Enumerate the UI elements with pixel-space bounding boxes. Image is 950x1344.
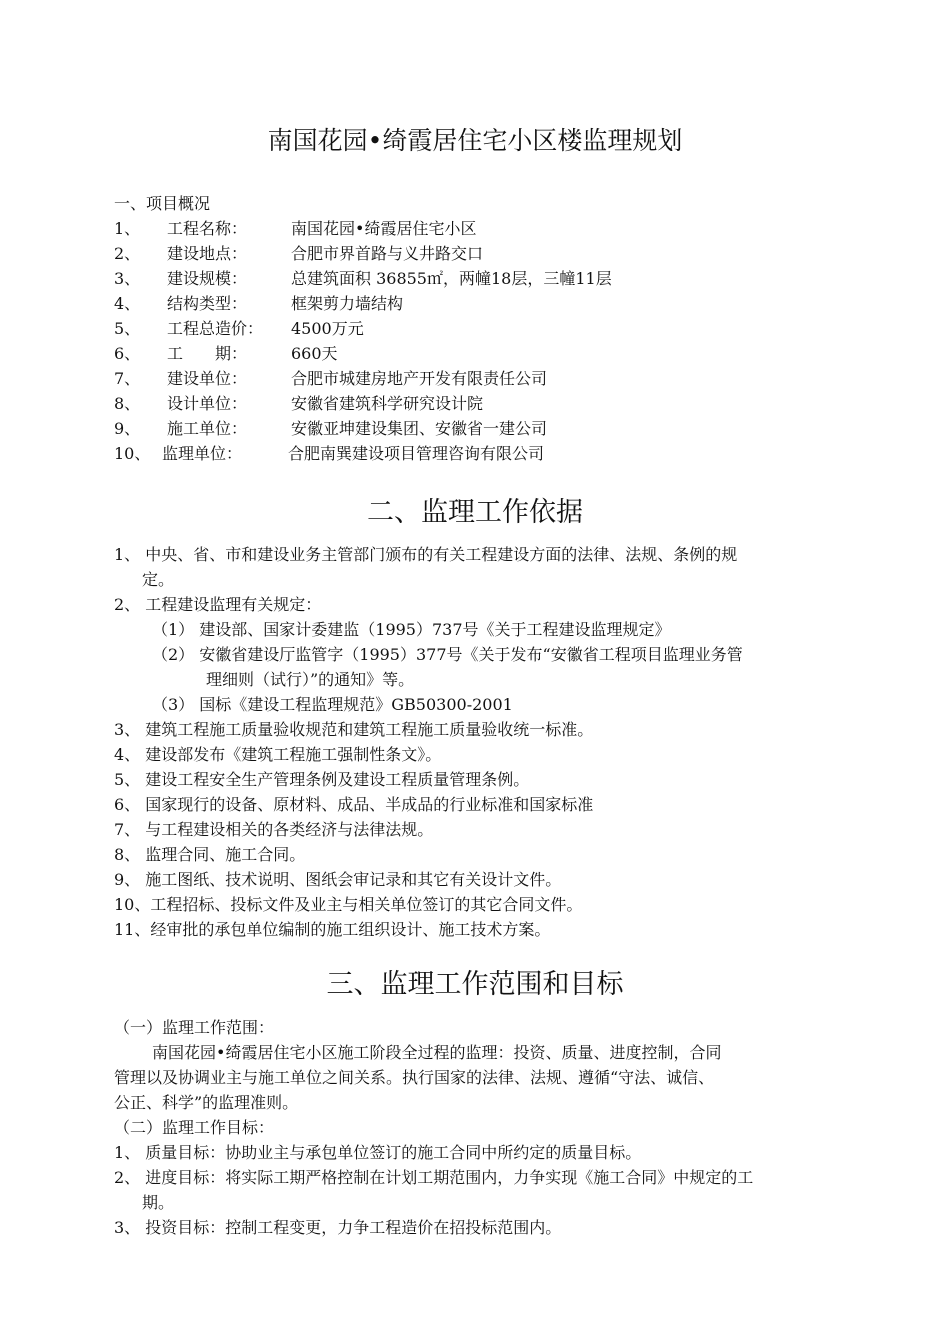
section-1-heading: 一、项目概况: [114, 194, 211, 213]
item-label: 结构类型：: [167, 294, 248, 313]
goal-item: 2、 进度目标：将实际工期严格控制在计划工期范围内，力争实现《施工合同》中规定的工: [114, 1168, 754, 1187]
item-number: 7、: [114, 369, 141, 388]
basis-item: 5、 建设工程安全生产管理条例及建设工程质量管理条例。: [114, 770, 530, 789]
section-2-heading: 二、监理工作依据: [367, 497, 583, 528]
item-label: 工程名称：: [167, 219, 248, 238]
item-value: 合肥市城建房地产开发有限责任公司: [291, 369, 548, 388]
item-label: 建设地点：: [167, 244, 248, 263]
basis-item-continuation: 定。: [142, 570, 175, 589]
scope-paragraph-line: 南国花园•绮霞居住宅小区施工阶段全过程的监理：投资、质量、进度控制，合同: [152, 1043, 722, 1062]
item-number: 4、: [114, 294, 141, 313]
item-label: 监理单位：: [162, 444, 243, 463]
section-3-heading: 三、监理工作范围和目标: [326, 969, 624, 1000]
basis-sub-item: （1） 建设部、国家计委建监（1995）737号《关于工程建设监理规定》: [152, 620, 671, 639]
goals-subheading: （二）监理工作目标：: [114, 1118, 275, 1137]
goal-item-continuation: 期。: [142, 1193, 175, 1212]
basis-item: 8、 监理合同、施工合同。: [114, 845, 306, 864]
item-value: 合肥市界首路与义井路交口: [291, 244, 484, 263]
basis-item: 4、 建设部发布《建筑工程施工强制性条文》。: [114, 745, 442, 764]
item-number: 2、: [114, 244, 141, 263]
basis-item: 7、 与工程建设相关的各类经济与法律法规。: [114, 820, 434, 839]
basis-item: 2、 工程建设监理有关规定：: [114, 595, 322, 614]
goal-item: 1、 质量目标：协助业主与承包单位签订的施工合同中所约定的质量目标。: [114, 1143, 642, 1162]
basis-sub-item: （2） 安徽省建设厅监管字（1995）377号《关于发布“安徽省工程项目监理业务管: [152, 645, 743, 664]
basis-sub-item-continuation: 理细则（试行）”的通知》等。: [206, 670, 415, 689]
item-label: 建设单位：: [167, 369, 248, 388]
item-number: 5、: [114, 319, 141, 338]
item-value: 安徽省建筑科学研究设计院: [291, 394, 484, 413]
item-number: 1、: [114, 219, 141, 238]
item-label: 建设规模：: [167, 269, 248, 288]
item-label: 工程总造价：: [167, 319, 264, 338]
item-value: 框架剪力墙结构: [291, 294, 404, 313]
basis-item: 11、经审批的承包单位编制的施工组织设计、施工技术方案。: [114, 920, 551, 939]
item-value: 总建筑面积 36855㎡，两幢18层，三幢11层: [291, 269, 612, 288]
item-value: 合肥南巽建设项目管理咨询有限公司: [288, 444, 545, 463]
document-title: 南国花园•绮霞居住宅小区楼监理规划: [267, 126, 683, 155]
item-value: 660天: [291, 344, 338, 363]
basis-item: 10、工程招标、投标文件及业主与相关单位签订的其它合同文件。: [114, 895, 583, 914]
scope-subheading: （一）监理工作范围：: [114, 1018, 275, 1037]
goal-item: 3、 投资目标：控制工程变更，力争工程造价在招投标范围内。: [114, 1218, 562, 1237]
basis-item: 1、 中央、省、市和建设业务主管部门颁布的有关工程建设方面的法律、法规、条例的规: [114, 545, 738, 564]
item-label: 工 期：: [167, 344, 248, 363]
item-value: 安徽亚坤建设集团、安徽省一建公司: [291, 419, 548, 438]
item-value: 南国花园•绮霞居住宅小区: [291, 219, 477, 238]
item-number: 3、: [114, 269, 141, 288]
item-label: 设计单位：: [167, 394, 248, 413]
scope-paragraph-line: 管理以及协调业主与施工单位之间关系。执行国家的法律、法规、遵循“守法、诚信、: [114, 1068, 715, 1087]
item-value: 4500万元: [291, 319, 364, 338]
item-label: 施工单位：: [167, 419, 248, 438]
item-number: 6、: [114, 344, 141, 363]
item-number: 8、: [114, 394, 141, 413]
basis-item: 6、 国家现行的设备、原材料、成品、半成品的行业标准和国家标准: [114, 795, 594, 814]
scope-paragraph-line: 公正、科学”的监理准则。: [114, 1093, 299, 1112]
basis-item: 3、 建筑工程施工质量验收规范和建筑工程施工质量验收统一标准。: [114, 720, 594, 739]
item-number: 10、: [114, 444, 151, 463]
basis-item: 9、 施工图纸、技术说明、图纸会审记录和其它有关设计文件。: [114, 870, 562, 889]
item-number: 9、: [114, 419, 141, 438]
basis-sub-item: （3） 国标《建设工程监理规范》GB50300-2001: [152, 695, 513, 714]
